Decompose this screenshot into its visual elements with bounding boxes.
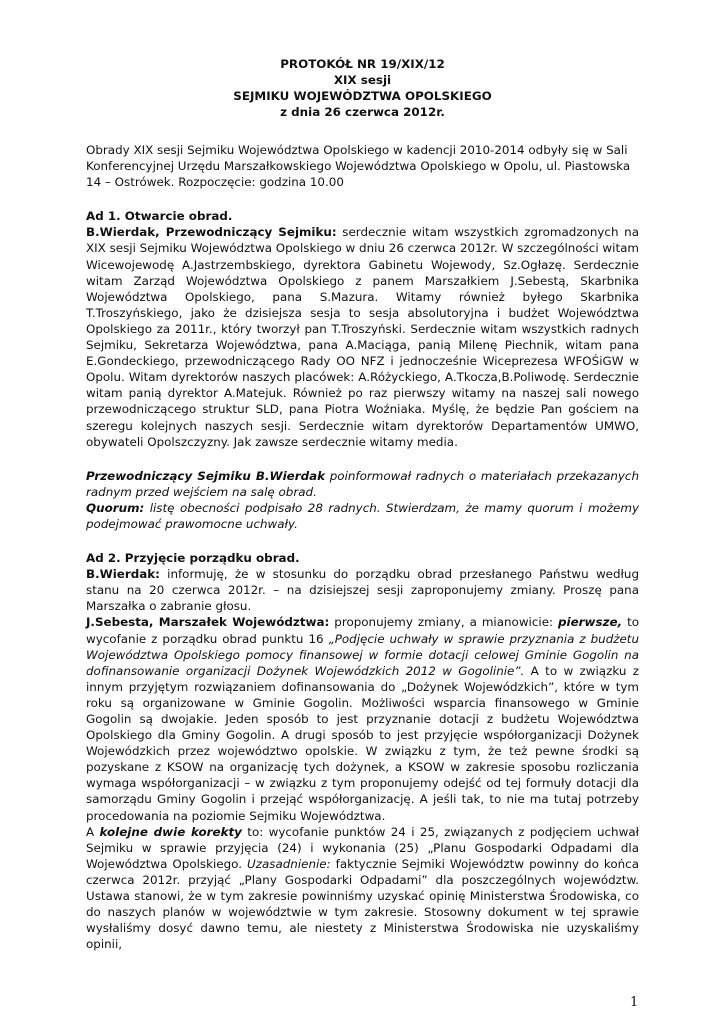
ad2-p2-c: A to w związku z innym przyjętym rozwiązaniem dofinansowania do „Dożynek Wojewódzkich”, które w tym roku są organizowane w Gminie Gogolin. Możliwości wsparcia finansowego w Gminie Gogolin są dwojakie. Jeden sposób to jest przyznanie dotacji z budżetu Województwa Opolskiego dla Gminy Gogolin. A drugi sposób to jest przyjęcie współorganizacji Dożynek Wojewódzkich przez województwo opolskie. W związku z tym, że też pewne środki są pozyskane z KSOW na organizację tych dożynek, a KSOW w zakresie sposobu rozliczania wymaga współorganizacji – w związku z tym proponujemy odejść od tej formuły dotacji dla samorządu Gminy Gogolin i przejąć współorganizację. A jeśli tak, to nie ma tutaj potrzeby procedowania na poziomie Sejmiku Województwa. [86,663,639,823]
ad1-speaker: B.Wierdak, Przewodniczący Sejmiku: [86,225,337,240]
title-line-2: XIX sesji [333,73,392,87]
note-paragraph [86,468,639,500]
document-page [86,56,639,952]
ad2-heading: Ad 2. Przyjęcie porządku obrad. [86,551,300,566]
title-line-1: PROTOKÓŁ NR 19/XIX/12 [280,57,445,71]
ad2-p2-quote: „Podjęcie uchwały w sprawie przyznania z budżetu Województwa Opolskiego pomocy finansowej w formie dotacji celowej Gminie Gogolin na dofinansowanie organizacji Dożynek Wojewódzkich 2012 w Gogolinie”. [86,631,639,678]
title-line-3: SEJMIKU WOJEWÓDZTWA OPOLSKIEGO [233,89,492,103]
document-title [86,56,639,120]
quorum-label: Quorum: [86,500,145,515]
intro-paragraph: Obrady XIX sesji Sejmiku Województwa Opolskiego w kadencji 2010-2014 odbyły się w Sali Konferencyjnej Urzędu Marszałkowskiego Województwa Opolskiego w Opolu, ul. Piastowska 14 – Ostrówek. Rozpoczęcie: godzina 10.00 [86,143,631,190]
note-speaker: Przewodniczący Sejmiku B.Wierdak [86,468,326,483]
ad2-p1-text: informuję, że w stosunku do porządku obrad przesłanego Państwu według stanu na 20 czerwca 2012r. – na dzisiejszej sesji zaproponujemy zmiany. Proszę pana Marszałka o zabranie głosu. [86,567,639,614]
ad2-paragraph-3 [86,824,639,953]
quorum-paragraph [86,500,639,532]
ad2-p3-b: to: wycofanie punktów 24 i 25, związanych z podjęciem uchwał Sejmiku w sprawie przyjęcia (24) i wykonania (25) „Planu Gospodarki Odpadami dla Województwa Opolskiego. [86,824,639,871]
ad2-p3-a: A [86,824,100,839]
ad2-p1-speaker: B.Wierdak: [86,567,160,582]
ad2-p3-label: Uzasadnienie: [247,856,331,871]
ad2-p2-b: to wycofanie z porządku obrad punktu 16 [86,615,640,646]
ad2-p3-bold: kolejne dwie korekty [99,824,242,839]
ad2-paragraph-1 [86,566,639,614]
ad2-p2-first: pierwsze, [558,615,623,630]
ad1-paragraph [86,224,639,449]
ad1-heading: Ad 1. Otwarcie obrad. [86,209,233,224]
ad2-p3-c: faktycznie Sejmiki Województw powinny do końca czerwca 2012r. przyjąć „Plany Gospodarki Odpadami” dla poszczególnych województw. Ustawa stanowi, że w tym zakresie powinniśmy uzyskać opinię Ministerstwa Środowiska, co do naszych planów w województwie w tym zakresie. Stosowny dokument w tej sprawie wysłaliśmy dosyć dawno temu, ale niestety z Ministerstwa Środowiska nie uzyskaliśmy opinii, [86,856,639,952]
page-number: 1 [630,995,639,1010]
ad2-p2-speaker: J.Sebesta, Marszałek Województwa: [86,615,330,630]
note-text: poinformował radnych o materiałach przekazanych radnym przed wejściem na salę obrad. [86,468,640,499]
ad2-p2-a: proponujemy zmiany, a mianowicie: [329,615,558,630]
ad2-paragraph-2 [86,614,639,823]
title-line-4: z dnia 26 czerwca 2012r. [280,105,445,119]
ad1-text: serdecznie witam wszystkich zgromadzonych na XIX sesji Sejmiku Województwa Opolskiego w dniu 26 czerwca 2012r. W szczególności witam Wicewojewodę A.Jastrzembskiego, dyrektora Gabinetu Wojewody, Sz.Ogłazę. Serdecznie witam Zarząd Województwa Opolskiego z panem Marszałkiem J.Sebestą, Skarbnika Województwa Opolskiego, pana S.Mazura. Witamy również byłego Skarbnika T.Troszyńskiego, jako że dzisiejsza sesja to sesja absolutoryjna i budżet Województwa Opolskiego za 2011r., który tworzył pan T.Troszyński. Serdecznie witam wszystkich radnych Sejmiku, Sekretarza Województwa, pana A.Maciąga, panią Milenę Piechnik, witam pana E.Gondeckiego, przewodniczącego Rady OO NFZ i jednocześnie Wiceprezesa WFOŚiGW w Opolu. Witam dyrektorów naszych placówek: A.Różyckiego, A.Tkocza,B.Poliwodę. Serdecznie witam panią dyrektor A.Matejuk. Również po raz pierwszy witamy na naszej sali nowego przewodniczącego struktur SLD, pana Piotra Woźniaka. Myślę, że będzie Pan gościem na szeregu kolejnych naszych sesji. Serdecznie witam dyrektorów Departamentów UMWO, obywateli Opolszczyzny. Jak zawsze serdecznie witamy media. [86,225,639,449]
quorum-text: listę obecności podpisało 28 radnych. Stwierdzam, że mamy quorum i możemy podejmować prawomocne uchwały. [86,500,639,531]
